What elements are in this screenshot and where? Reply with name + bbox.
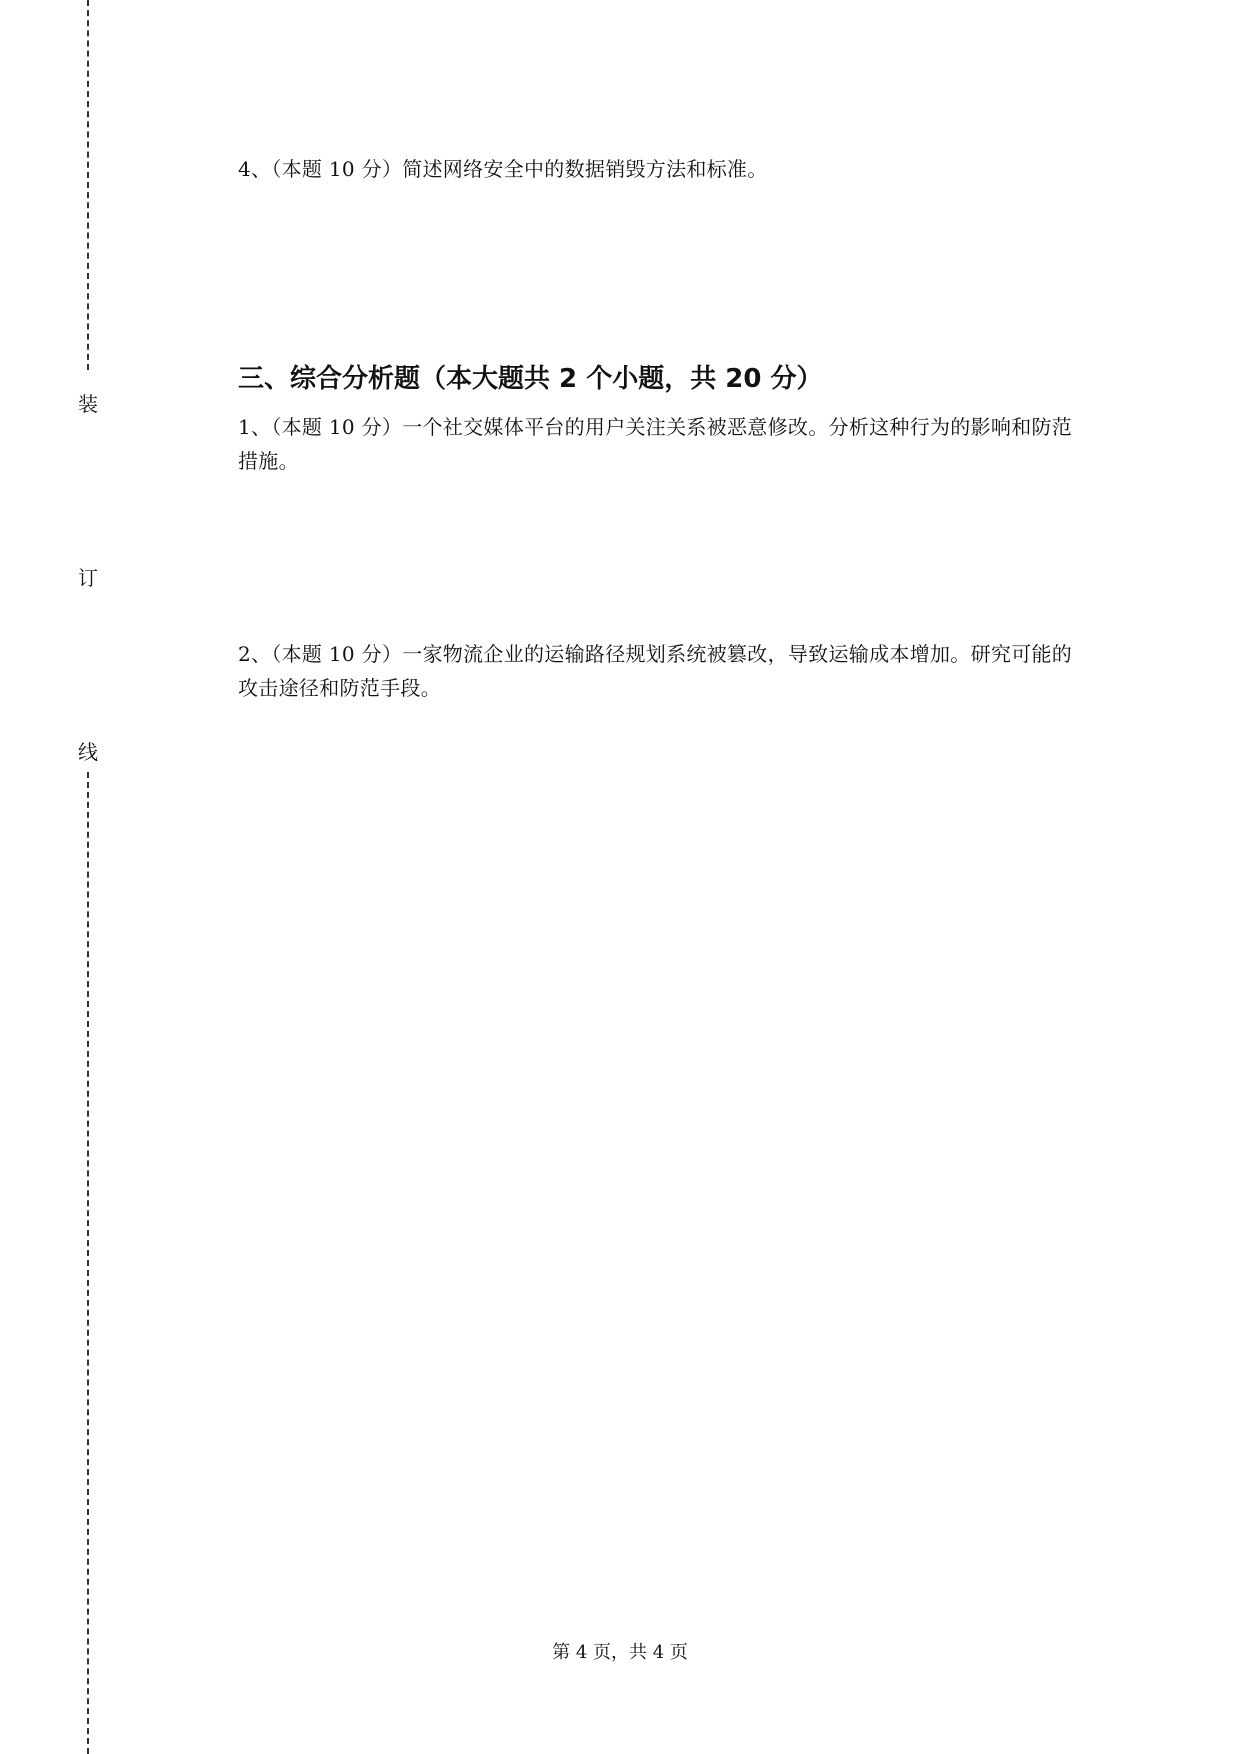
binding-dashed-line-bottom: [87, 772, 89, 1754]
section-heading: 三、综合分析题（本大题共 2 个小题，共 20 分）: [238, 364, 823, 394]
section3-question-1: 1、（本题 10 分）一个社交媒体平台的用户关注关系被恶意修改。分析这种行为的影响和防范措施。: [238, 415, 1073, 473]
binding-dashed-line-top: [87, 0, 89, 370]
page-number: 第 4 页，共 4 页: [552, 1642, 688, 1663]
question-4: 4、（本题 10 分）简述网络安全中的数据销毁方法和标准。: [238, 157, 768, 181]
binding-char-zhuang: 装: [78, 392, 98, 416]
binding-char-ding: 订: [78, 566, 98, 590]
binding-char-xian: 线: [78, 740, 98, 764]
section3-question-2: 2、（本题 10 分）一家物流企业的运输路径规划系统被篡改，导致运输成本增加。研究可能的攻击途径和防范手段。: [238, 642, 1073, 700]
